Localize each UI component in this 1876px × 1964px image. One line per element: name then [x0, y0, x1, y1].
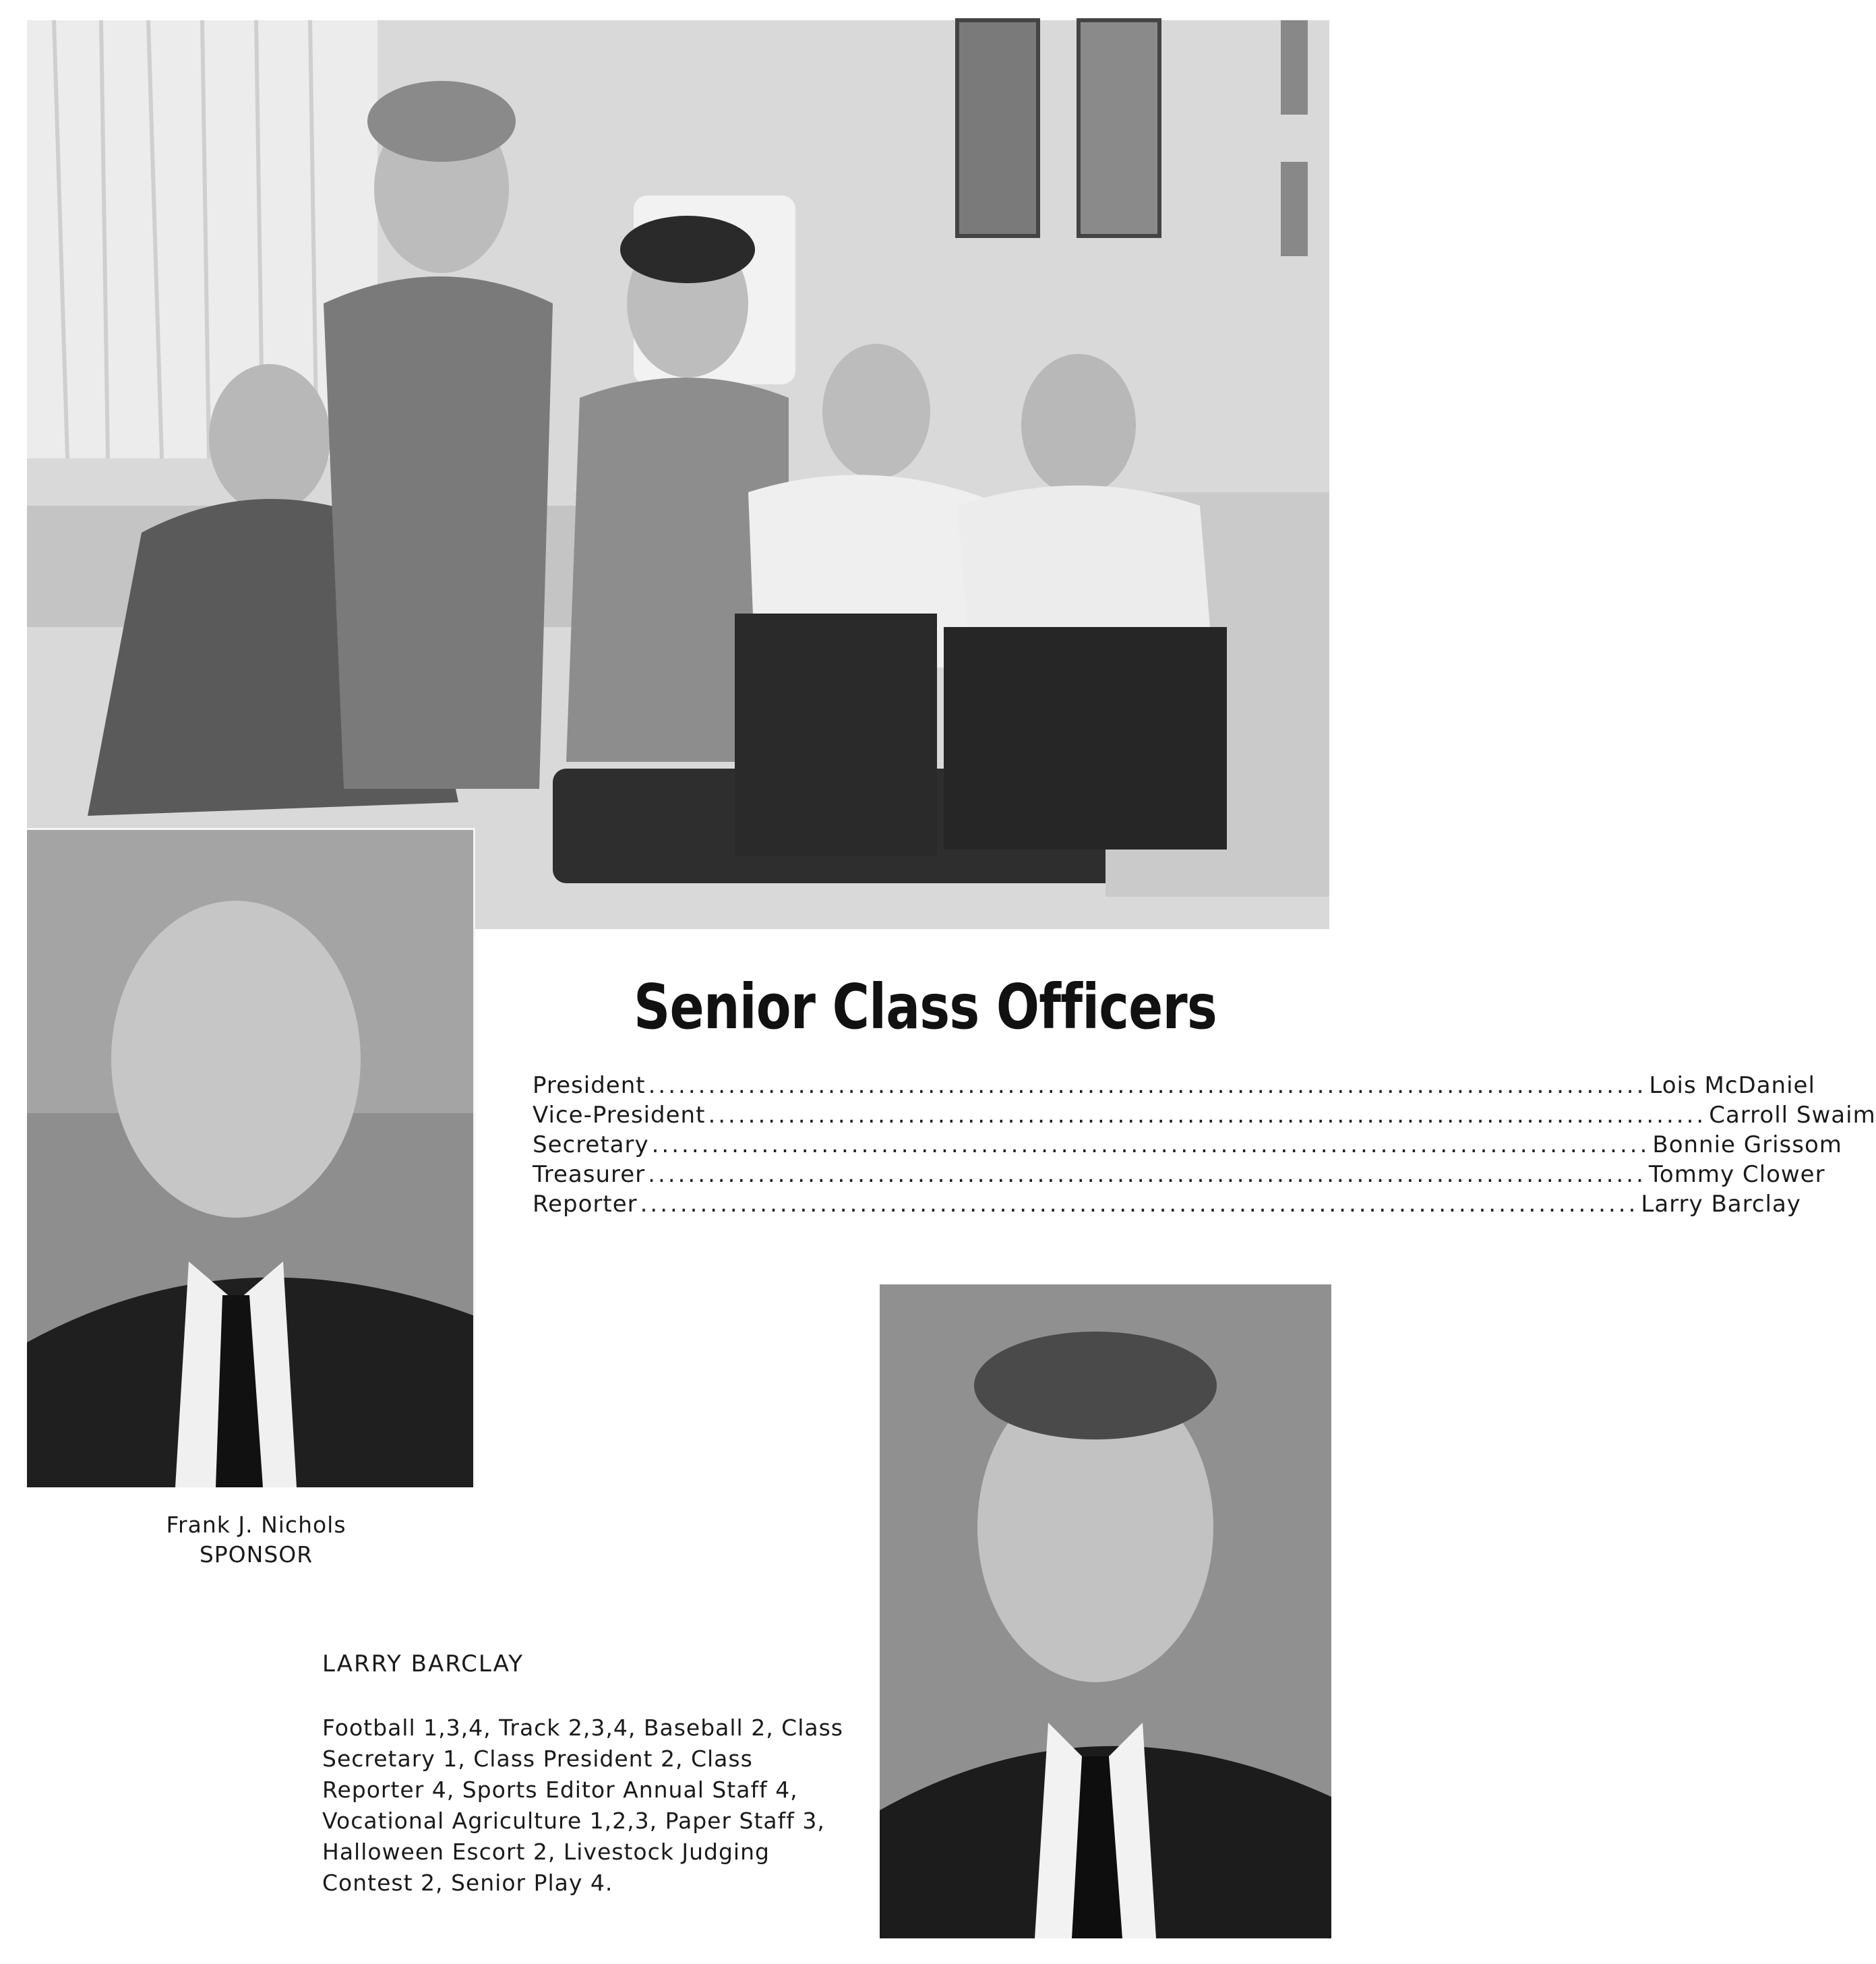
- page-title: Senior Class Officers: [634, 971, 1217, 1043]
- officer-role: President: [533, 1072, 646, 1099]
- officer-name: Carroll Swaim: [1709, 1102, 1876, 1129]
- student-name: LARRY BARCLAY: [322, 1650, 524, 1677]
- officer-role: Secretary: [533, 1131, 649, 1158]
- leader-dots: ....................................................................................................: [708, 1102, 1707, 1129]
- officer-row-vice-president: [533, 1102, 1876, 1131]
- officer-name: Bonnie Grissom: [1652, 1131, 1842, 1158]
- leader-dots: ....................................................................................................: [651, 1131, 1650, 1158]
- officer-role: Treasurer: [533, 1161, 646, 1188]
- officer-name: Tommy Clower: [1648, 1161, 1825, 1188]
- leader-dots: ....................................................................................................: [648, 1161, 1646, 1188]
- sponsor-caption: [108, 1510, 404, 1570]
- sponsor-portrait-image: [27, 830, 473, 1487]
- officer-row-treasurer: [533, 1161, 1825, 1191]
- officer-row-secretary: [533, 1131, 1842, 1161]
- student-portrait-image: [880, 1284, 1331, 1938]
- officer-role: Reporter: [533, 1191, 638, 1218]
- sponsor-name: Frank J. Nichols: [166, 1512, 346, 1538]
- officer-name: Lois McDaniel: [1649, 1072, 1815, 1099]
- sponsor-title: SPONSOR: [199, 1541, 313, 1568]
- group-photo-image: [27, 20, 1329, 929]
- student-portrait: [880, 1284, 1331, 1938]
- officer-name: Larry Barclay: [1641, 1191, 1801, 1218]
- officer-row-president: [533, 1072, 1815, 1102]
- sponsor-portrait: [27, 828, 475, 1487]
- student-activities: Football 1,3,4, Track 2,3,4, Baseball 2, Class Secretary 1, Class President 2, Class Reporter 4, Sports Editor Annual Staff 4, Vocational Agriculture 1,2,3, Paper Staff 3, Halloween Escort 2, Livestock Judging Contest 2, Senior Play 4.: [322, 1715, 843, 1896]
- leader-dots: ....................................................................................................: [648, 1072, 1647, 1099]
- officers-group-photo: [27, 20, 1329, 929]
- officers-list: [533, 1072, 1876, 1220]
- leader-dots: ....................................................................................................: [640, 1191, 1639, 1218]
- officer-row-reporter: [533, 1191, 1801, 1220]
- officer-role: Vice-President: [533, 1102, 706, 1129]
